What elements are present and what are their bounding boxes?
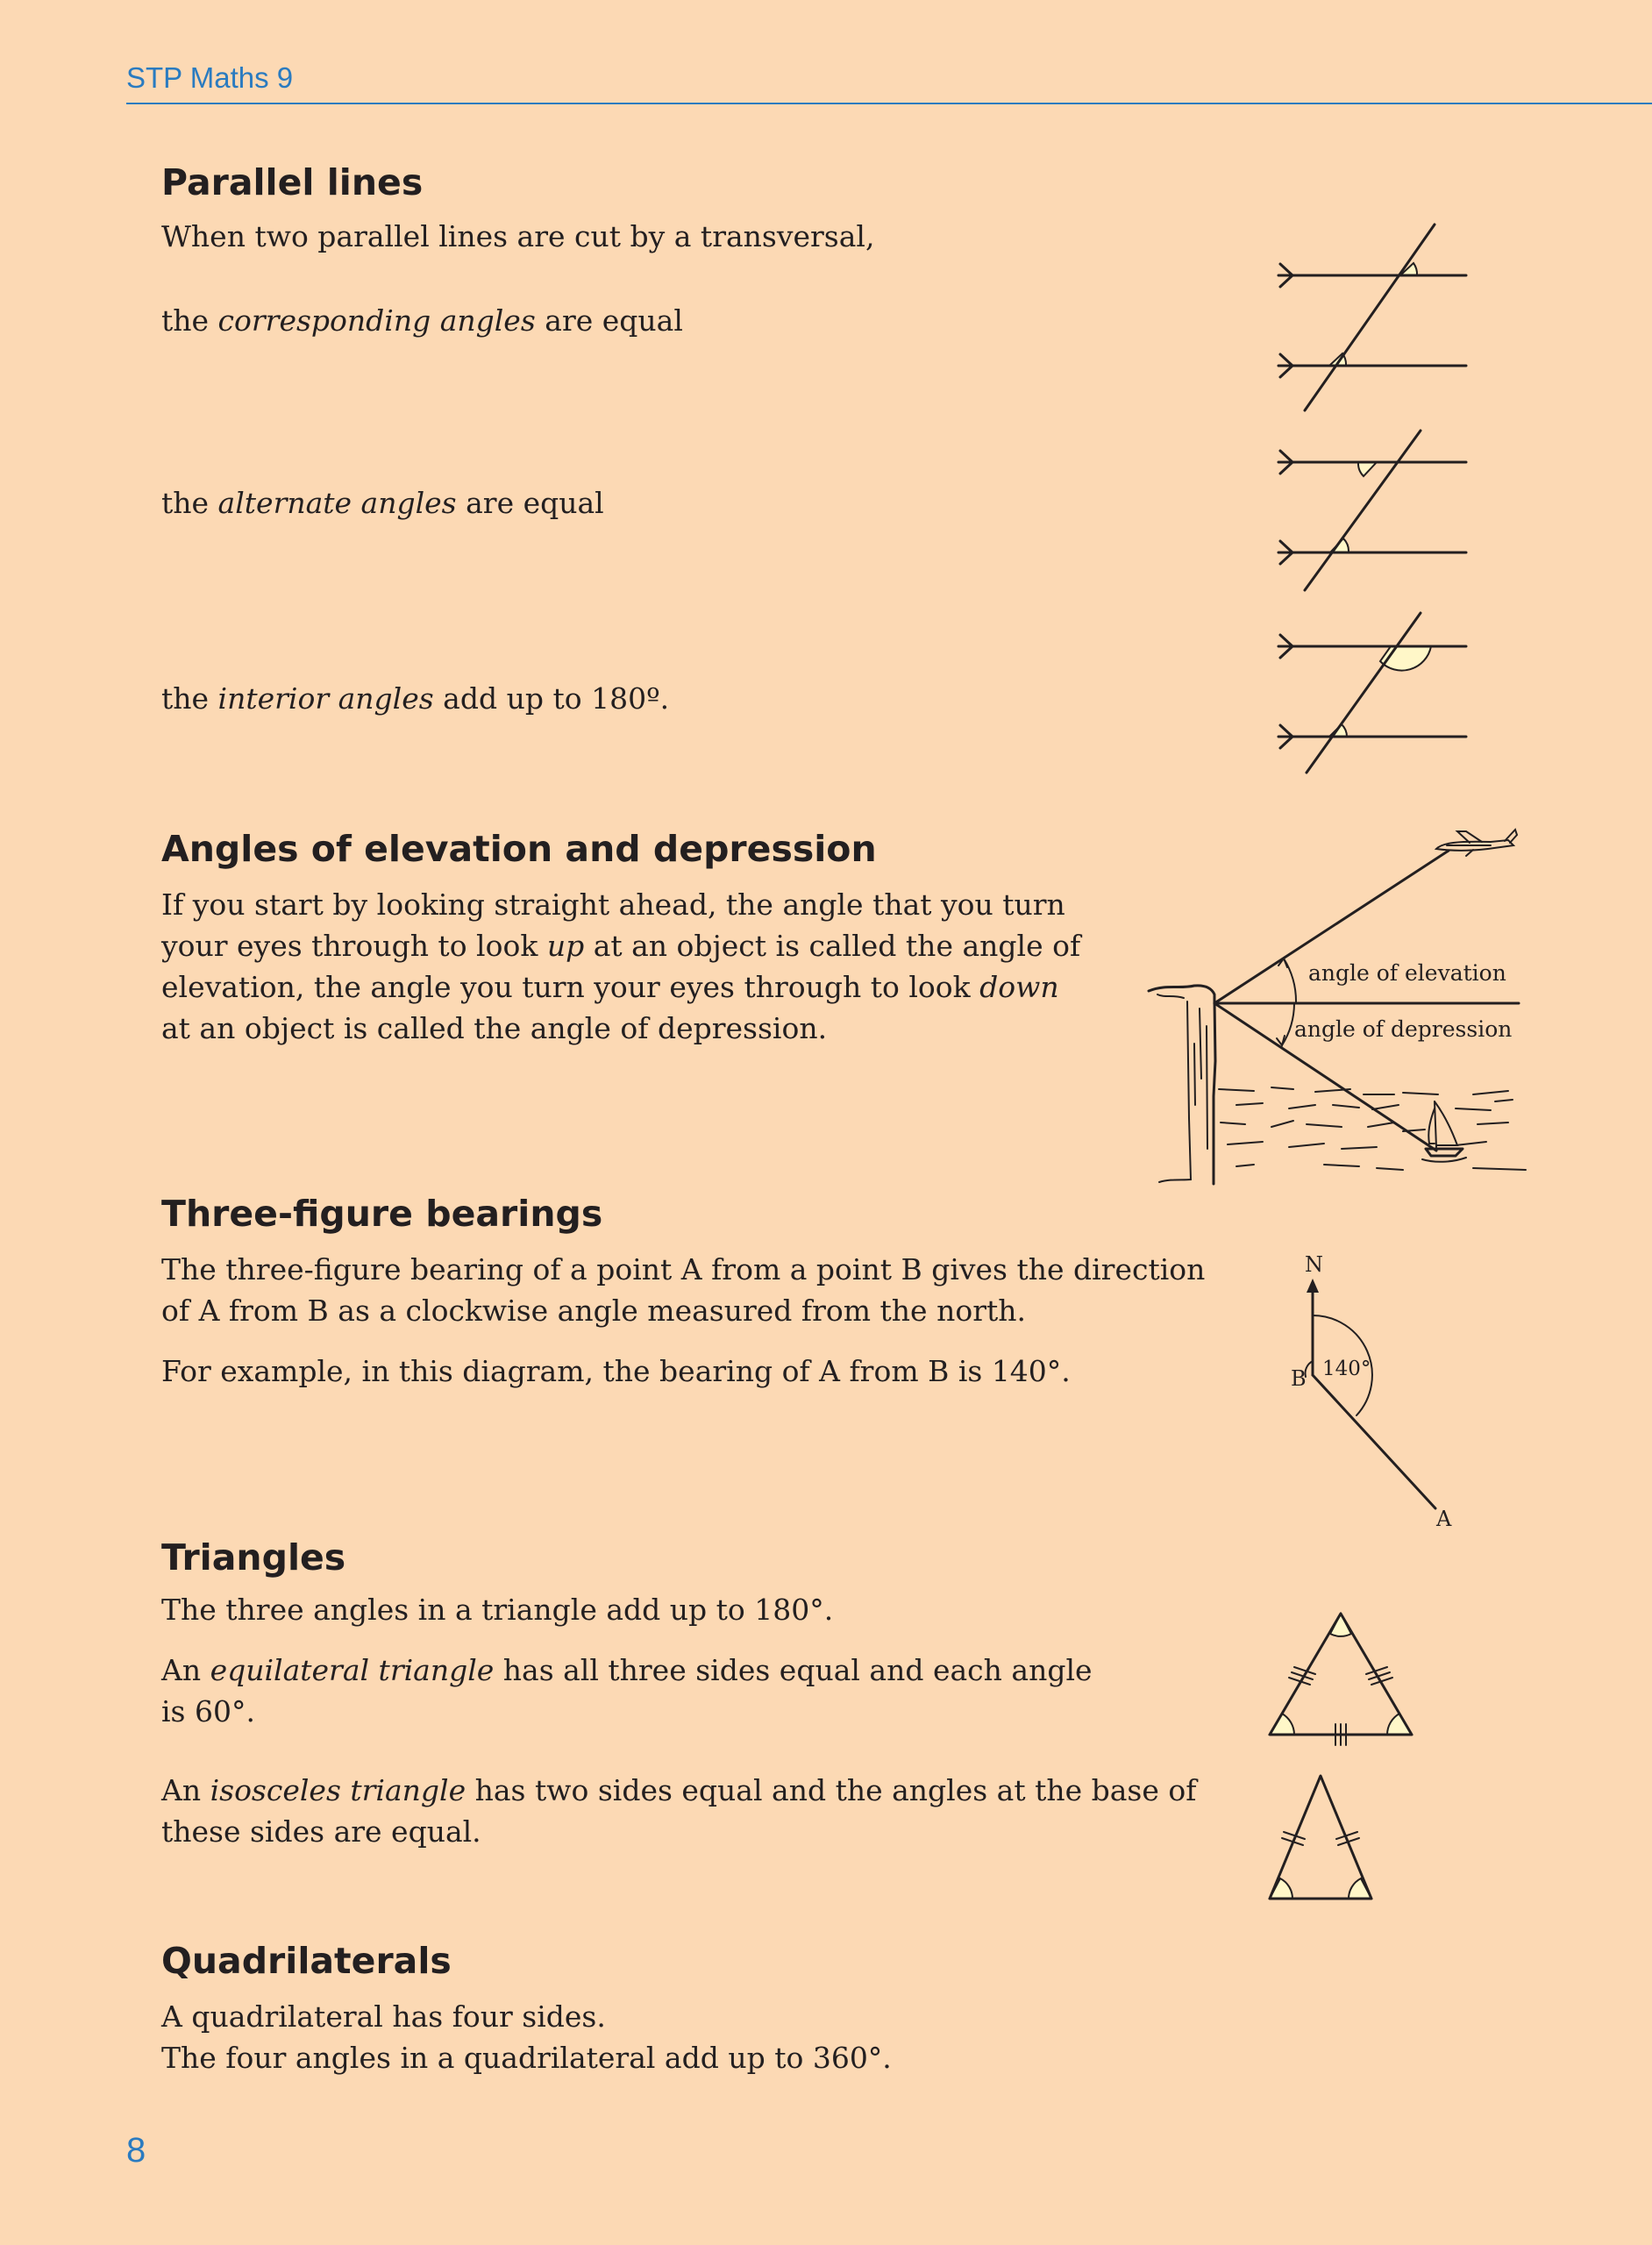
corresponding-angles-text: the corresponding angles are equal bbox=[161, 303, 683, 338]
isosceles-text-line-1: An isosceles triangle has two sides equal and the angles at the base of bbox=[161, 1773, 1197, 1807]
corresponding-angles-diagram bbox=[1271, 219, 1473, 412]
equilateral-text-line-1: An equilateral triangle has all three sides equal and each angle bbox=[161, 1653, 1093, 1687]
alternate-angles-text: the alternate angles are equal bbox=[161, 486, 604, 520]
cliff-crack bbox=[1200, 1008, 1201, 1079]
transversal-line bbox=[1305, 224, 1435, 410]
equilateral-triangle-diagram bbox=[1263, 1605, 1421, 1745]
section-title-elevation-depression: Angles of elevation and depression bbox=[161, 828, 877, 870]
alternate-angle-top-mark bbox=[1358, 462, 1377, 476]
running-head: STP Maths 9 bbox=[126, 61, 294, 94]
page-number: 8 bbox=[126, 2131, 146, 2170]
elevation-text-line-4: at an object is called the angle of depression. bbox=[161, 1011, 828, 1045]
section-title-quadrilaterals: Quadrilaterals bbox=[161, 1940, 452, 1982]
quadrilaterals-text-line-2: The four angles in a quadrilateral add up to 360°. bbox=[161, 2041, 892, 2075]
cliff-face bbox=[1159, 1001, 1191, 1182]
interior-angles-diagram bbox=[1271, 609, 1473, 785]
quadrilaterals-text-line-1: A quadrilateral has four sides. bbox=[161, 1999, 606, 2034]
section-title-parallel-lines: Parallel lines bbox=[161, 161, 424, 203]
isosceles-triangle bbox=[1270, 1776, 1371, 1899]
point-a-label: A bbox=[1436, 1507, 1452, 1531]
sailboat-icon bbox=[1422, 1101, 1466, 1162]
bearings-text-line-1: The three-figure bearing of a point A from a point B gives the direction bbox=[161, 1252, 1206, 1286]
section-title-triangles: Triangles bbox=[161, 1536, 346, 1579]
elevation-text-line-2: your eyes through to look up at an object is called the angle of bbox=[161, 929, 1081, 963]
point-b-label: B bbox=[1291, 1366, 1307, 1391]
sea-waves bbox=[1219, 1087, 1526, 1170]
cliff-edge-detail bbox=[1157, 994, 1184, 998]
equilateral-text-line-2: is 60°. bbox=[161, 1694, 255, 1728]
interior-angles-text: the interior angles add up to 180º. bbox=[161, 681, 670, 716]
transversal-line bbox=[1305, 431, 1421, 590]
elevation-depression-diagram bbox=[1140, 816, 1535, 1184]
bearing-diagram bbox=[1280, 1245, 1473, 1535]
bearings-example: For example, in this diagram, the bearing of A from B is 140°. bbox=[161, 1354, 1071, 1388]
header-rule bbox=[126, 103, 1652, 104]
elevation-text-line-1: If you start by looking straight ahead, the angle that you turn bbox=[161, 887, 1065, 922]
parallel-intro: When two parallel lines are cut by a transversal, bbox=[161, 219, 875, 253]
elevation-label: angle of elevation bbox=[1308, 960, 1506, 986]
cliff-outline bbox=[1149, 986, 1215, 1184]
section-title-bearings: Three-figure bearings bbox=[161, 1193, 603, 1235]
bearing-line-to-a bbox=[1313, 1375, 1435, 1508]
bearings-text-line-2: of A from B as a clockwise angle measured from the north. bbox=[161, 1294, 1026, 1328]
transversal-line bbox=[1307, 613, 1421, 773]
depression-label: angle of depression bbox=[1294, 1016, 1513, 1042]
alternate-angles-diagram bbox=[1271, 425, 1473, 601]
north-arrowhead bbox=[1307, 1279, 1319, 1293]
equilateral-angle-right bbox=[1387, 1714, 1412, 1735]
north-label: N bbox=[1305, 1252, 1323, 1277]
elevation-text-line-3: elevation, the angle you turn your eyes through to look down bbox=[161, 970, 1059, 1004]
isosceles-triangle-diagram bbox=[1263, 1767, 1421, 1912]
isosceles-text-line-2: these sides are equal. bbox=[161, 1814, 481, 1849]
equilateral-angle-left bbox=[1270, 1714, 1294, 1735]
bearing-angle-label: 140° bbox=[1322, 1358, 1371, 1380]
triangles-angle-sum: The three angles in a triangle add up to 180°. bbox=[161, 1593, 834, 1627]
cliff-crack bbox=[1194, 1044, 1195, 1105]
